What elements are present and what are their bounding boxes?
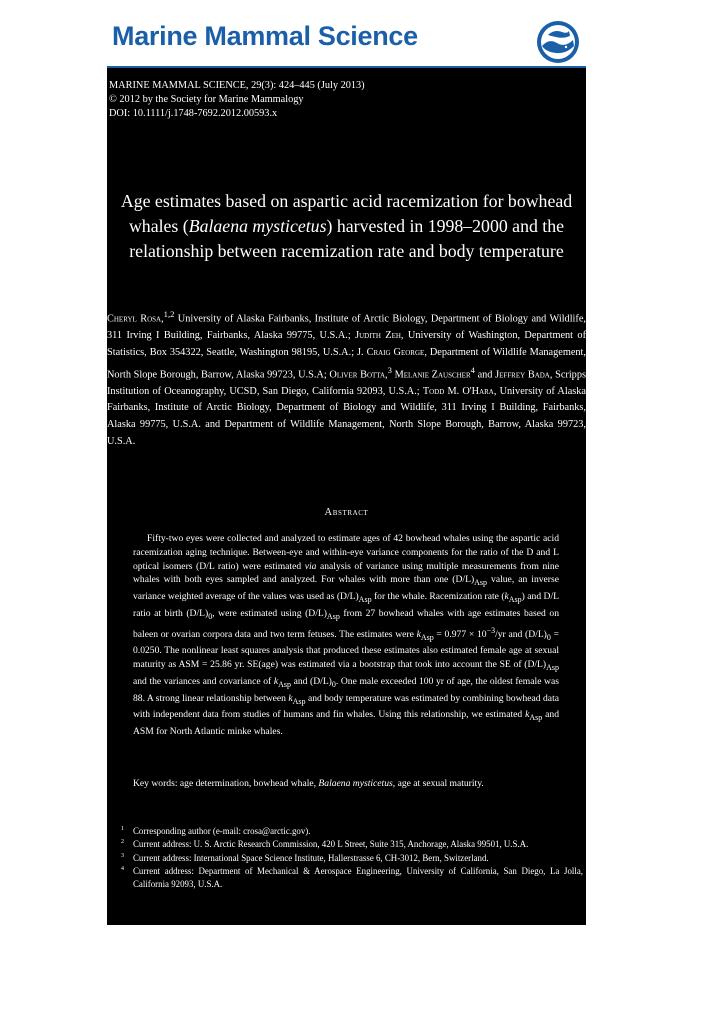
copyright-line: © 2012 by the Society for Marine Mammalogy bbox=[109, 94, 304, 105]
author-name: J. Craig George bbox=[357, 346, 425, 358]
journal-banner bbox=[107, 17, 586, 66]
citation-line: MARINE MAMMAL SCIENCE, 29(3): 424–445 (July 2013) bbox=[109, 80, 365, 91]
author-footnote-mark: 3 bbox=[387, 364, 392, 375]
author-name: Melanie Zauscher bbox=[394, 368, 471, 380]
footnote: 3 Current address: International Space Science Institute, Hallerstrasse 6, CH-3012, Bern, Switzerland. bbox=[121, 852, 489, 863]
article-title: Age estimates based on aspartic acid racemization for bowhead whales (Balaena mysticetus) harvested in 1998–2000 and the relationship between racemization rate and body temperature bbox=[120, 191, 573, 261]
journal-name: Marine Mammal Science bbox=[112, 21, 418, 51]
footnotes bbox=[121, 825, 583, 891]
author-name: Todd M. O'Hara bbox=[422, 385, 494, 397]
footnote: 2 Current address: U. S. Arctic Research Commission, 420 L Street, Suite 315, Anchorage, Alaska 99501, U.S.A. bbox=[121, 839, 529, 850]
keywords: Key words: age determination, bowhead whale, Balaena mysticetus, age at sexual maturity. bbox=[133, 778, 484, 789]
journal-page bbox=[107, 17, 587, 938]
author-footnote-mark: 1,2 bbox=[163, 309, 175, 319]
doi-line: DOI: 10.1111/j.1748-7692.2012.00593.x bbox=[109, 108, 278, 119]
author-name: Oliver Botta, bbox=[329, 368, 388, 380]
footnote: 1 Corresponding author (e-mail: crosa@arctic.gov). bbox=[121, 826, 311, 836]
abstract-text: Fifty-two eyes were collected and analyzed to estimate ages of 42 bowhead whales using the aspartic acid racemization aging technique. Between-eye and within-eye variance components for the ratio of the D and L optical isomers (D/L ratio) were estimated via analysis of variance using multiple measurements from nine whales with both eyes sampled and analyzed. For whales with more than one $(D/L)_{Asp}$ value, an inverse variance weighted average of the values was used as $(D/L)_{Asp}$ for the whale. Racemization rate $(k_{Asp})$ and D/L ratio at birth $(D/L)_0$, were estimated using $(D/L)_{Asp}$ from 27 bowhead whales with age estimates based on baleen or ovarian corpora data and two term fetuses. The estimates were $k_{Asp} = 0.977 \times 10^{-3}/yr$ and $(D/L)_0 = 0.0250$. The nonlinear least squares analysis that produced these estimates also estimated female age at sexual maturity as ASM = 25.86 yr. SE(age) was estimated via a bootstrap that took into account the SE of $(D/L)_{Asp}$ and the variances and covariance of $k_{Asp}$ and $(D/L)_0$. One male exceeded 100 yr of age, the oldest female was 88. A strong linear relationship between $k_{Asp}$ and body temperature was estimated by combining bowhead data with independent data from studies of humans and fin whales. Using this relationship, we estimated $k_{Asp}$ and ASM for North Atlantic minke whales. bbox=[133, 533, 559, 737]
author-affiliations: Cheryl Rosa,$^{1,2}$ University of Alaska Fairbanks, Institute of Arctic Biology, Department of Biology and Wildlife, 311 Irving I Building, Fairbanks, Alaska 99775, U.S.A.; Judith Zeh, University of Washington, Department of Statistics, Box 354322, Seattle, Washington 98195, U.S.A.; J. Craig George, Department of Wildlife Management, North Slope Borough, Barrow, Alaska 99723, U.S.A; Oliver Botta,$^3$ Melanie Zauscher$^4$ and Jeffrey Bada, Scripps Institution of Oceanography, UCSD, San Diego, California 92093, U.S.A.; Todd M. O'Hara, University of Alaska Fairbanks, Institute of Arctic Biology, Department of Biology and Wildlife, 311 Irving I Building, Fairbanks, Alaska 99775, U.S.A. and Department of Wildlife Management, North Slope Borough, Barrow, Alaska 99723, U.S.A. bbox=[107, 309, 587, 447]
author-name: Cheryl Rosa, bbox=[107, 313, 164, 325]
banner-rule bbox=[107, 66, 586, 68]
footnote: 4 Current address: Department of Mechanical & Aerospace Engineering, University of California, San Diego, La Jolla, California 92093, U.S.A. bbox=[121, 865, 583, 890]
author-footnote-mark: 4 bbox=[470, 364, 475, 375]
page-number: 424 bbox=[339, 927, 354, 938]
society-logo-seal-icon bbox=[536, 20, 580, 64]
author-name: Jeffrey Bada bbox=[495, 368, 550, 380]
abstract-heading: Abstract bbox=[324, 507, 369, 518]
author-name: Judith Zeh bbox=[355, 330, 401, 342]
citation-block bbox=[109, 79, 365, 121]
